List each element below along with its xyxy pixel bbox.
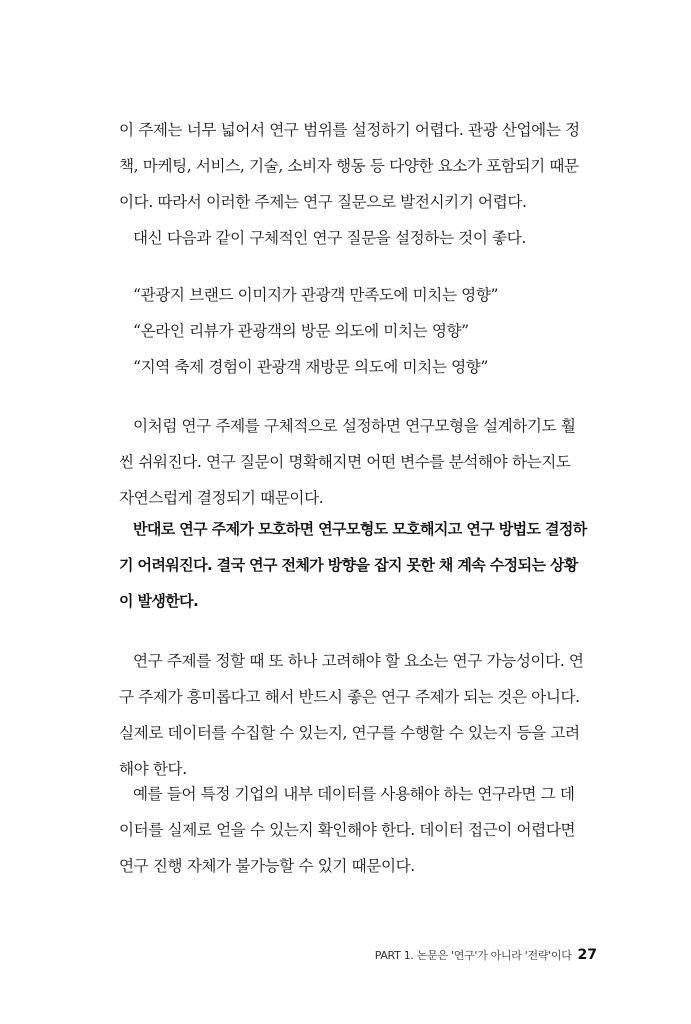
text-line: 이터를 실제로 얻을 수 있는지 확인해야 한다. 데이터 접근이 어렵다면 (119, 821, 576, 839)
page-footer (375, 945, 597, 965)
emphasis-line: 이 발생한다. (119, 592, 199, 610)
example-question: “온라인 리뷰가 관광객의 방문 의도에 미치는 영향” (133, 322, 469, 340)
paragraph-specific-topic (119, 408, 599, 516)
running-head: PART 1. 논문은 '연구'가 아니라 '전략'이다 (374, 949, 572, 962)
text-line: 구 주제가 흥미롭다고 해서 반드시 좋은 연구 주제가 되는 것은 아니다. (119, 688, 580, 706)
text-line: 자연스럽게 결정되기 때문이다. (119, 489, 324, 507)
text-line: 이 주제는 너무 넓어서 연구 범위를 설정하기 어렵다. 관광 산업에는 정 (119, 121, 580, 139)
paragraph-scope-problem (119, 112, 599, 256)
text-line: 이다. 따라서 이러한 주제는 연구 질문으로 발전시키기 어렵다. (119, 193, 527, 211)
emphasis-line: 반대로 연구 주제가 모호하면 연구모형도 모호해지고 연구 방법도 결정하 (133, 520, 587, 538)
example-question: “지역 축제 경험이 관광객 재방문 의도에 미치는 영향” (133, 358, 488, 376)
text-line: 씬 쉬워진다. 연구 질문이 명확해지면 어떤 변수를 분석해야 하는지도 (119, 453, 571, 471)
text-line: 책, 마케팅, 서비스, 기술, 소비자 행동 등 다양한 요소가 포함되기 때문 (119, 157, 579, 175)
text-line: 연구 진행 자체가 불가능할 수 있기 때문이다. (119, 857, 415, 875)
example-question: “관광지 브랜드 이미지가 관광객 만족도에 미치는 영향” (133, 286, 499, 304)
page-number: 27 (577, 947, 597, 963)
text-line: 해야 한다. (119, 760, 187, 778)
text-line: 실제로 데이터를 수집할 수 있는지, 연구를 수행할 수 있는지 등을 고려 (119, 724, 580, 742)
text-line: 연구 주제를 정할 때 또 하나 고려해야 할 요소는 연구 가능성이다. 연 (133, 652, 584, 670)
example-questions-list (133, 277, 613, 385)
emphasis-line: 기 어려워진다. 결국 연구 전체가 방향을 잡지 못한 채 계속 수정되는 상황 (119, 556, 578, 574)
text-line: 이처럼 연구 주제를 구체적으로 설정하면 연구모형을 설계하기도 훨 (133, 417, 576, 435)
text-line: 대신 다음과 같이 구체적인 연구 질문을 설정하는 것이 좋다. (133, 229, 526, 247)
text-line: 예를 들어 특정 기업의 내부 데이터를 사용해야 하는 연구라면 그 데 (133, 785, 575, 803)
emphasis-paragraph (119, 511, 599, 619)
paragraph-data-access (119, 776, 599, 884)
paragraph-feasibility (119, 643, 599, 787)
